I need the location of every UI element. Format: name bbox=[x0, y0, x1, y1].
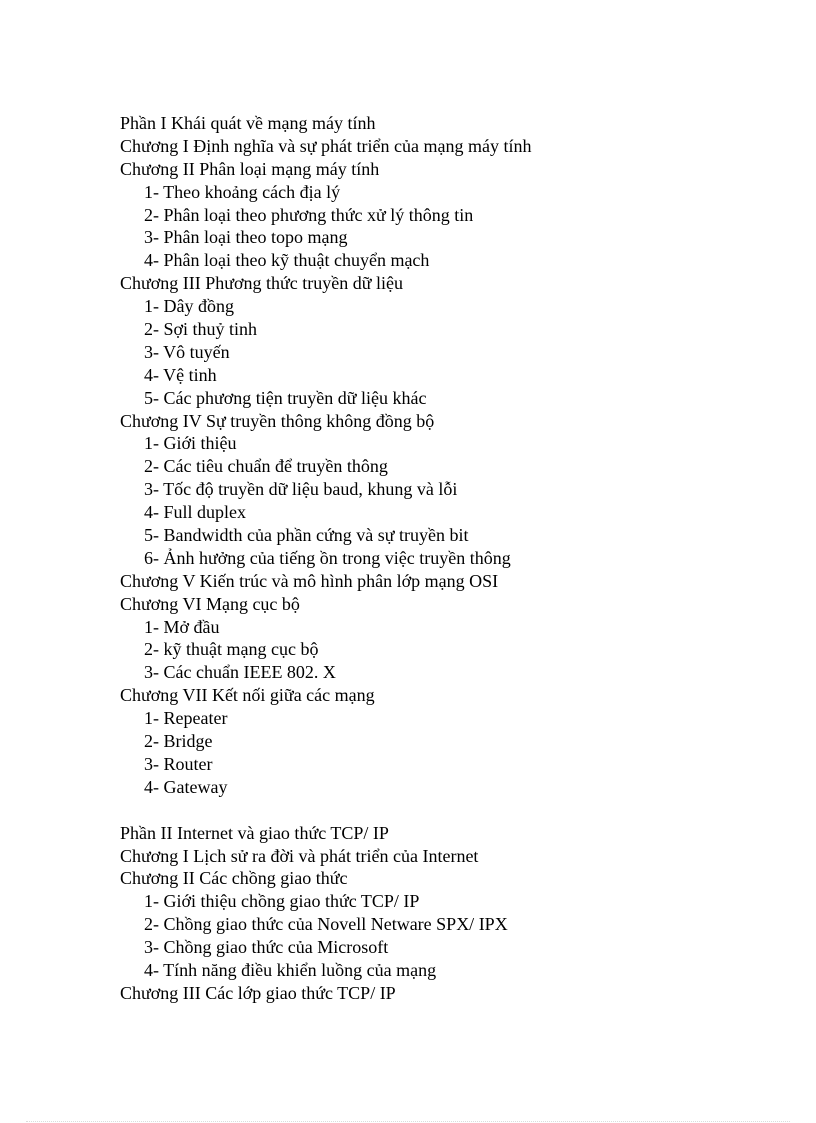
list-item: 3- Chồng giao thức của Microsoft bbox=[144, 937, 389, 958]
part-2-chapter-3-title: Chương III Các lớp giao thức TCP/ IP bbox=[120, 982, 396, 1003]
part-2-chapter-1-title: Chương I Lịch sử ra đời và phát triển của Internet bbox=[120, 845, 479, 866]
list-item: 2- kỹ thuật mạng cục bộ bbox=[144, 639, 319, 660]
chapter-6-title: Chương VI Mạng cục bộ bbox=[120, 593, 300, 614]
chapter-7-title: Chương VII Kết nối giữa các mạng bbox=[120, 685, 375, 706]
part-2-heading: Phần II Internet và giao thức TCP/ IP bbox=[120, 822, 389, 843]
list-item: 5- Các phương tiện truyền dữ liệu khác bbox=[144, 387, 427, 408]
list-item: 4- Full duplex bbox=[144, 502, 246, 523]
chapter-1-title: Chương I Định nghĩa và sự phát triển của mạng máy tính bbox=[120, 135, 532, 156]
list-item: 1- Repeater bbox=[144, 708, 228, 729]
list-item: 1- Giới thiệu bbox=[144, 433, 237, 454]
part-1-heading: Phần I Khái quát về mạng máy tính bbox=[120, 113, 376, 133]
list-item: 1- Giới thiệu chồng giao thức TCP/ IP bbox=[144, 891, 420, 912]
list-item: 4- Gateway bbox=[144, 776, 228, 797]
list-item: 2- Chồng giao thức của Novell Netware SPX/ IPX bbox=[144, 914, 508, 935]
list-item: 4- Tính năng điều khiển luồng của mạng bbox=[144, 959, 437, 980]
chapter-5-title: Chương V Kiến trúc và mô hình phân lớp mạng OSI bbox=[120, 570, 499, 591]
list-item: 1- Theo khoảng cách địa lý bbox=[144, 181, 341, 202]
list-item: 3- Phân loại theo topo mạng bbox=[144, 227, 348, 248]
list-item: 4- Phân loại theo kỹ thuật chuyển mạch bbox=[144, 250, 430, 271]
part-2-chapter-2-title: Chương II Các chồng giao thức bbox=[120, 868, 348, 889]
list-item: 2- Sợi thuỷ tinh bbox=[144, 319, 258, 340]
list-item: 3- Router bbox=[144, 753, 213, 774]
list-item: 4- Vệ tinh bbox=[144, 364, 217, 385]
list-item: 3- Các chuẩn IEEE 802. X bbox=[144, 662, 336, 683]
chapter-2-title: Chương II Phân loại mạng máy tính bbox=[120, 158, 380, 179]
list-item: 2- Các tiêu chuẩn để truyền thông bbox=[144, 456, 388, 477]
list-item: 1- Mở đầu bbox=[144, 616, 220, 637]
list-item: 5- Bandwidth của phần cứng và sự truyền bit bbox=[144, 525, 469, 546]
list-item: 1- Dây đồng bbox=[144, 296, 234, 317]
list-item: 3- Tốc độ truyền dữ liệu baud, khung và lỗi bbox=[144, 479, 458, 500]
chapter-3-title: Chương III Phương thức truyền dữ liệu bbox=[120, 273, 404, 294]
list-item: 2- Bridge bbox=[144, 731, 213, 752]
list-item: 2- Phân loại theo phương thức xử lý thông tin bbox=[144, 204, 474, 225]
list-item: 3- Vô tuyến bbox=[144, 341, 230, 362]
table-of-contents bbox=[120, 112, 780, 1005]
chapter-4-title: Chương IV Sự truyền thông không đồng bộ bbox=[120, 410, 435, 431]
list-item: 6- Ảnh hưởng của tiếng ồn trong việc truyền thông bbox=[144, 547, 511, 568]
section-spacer bbox=[120, 799, 780, 822]
